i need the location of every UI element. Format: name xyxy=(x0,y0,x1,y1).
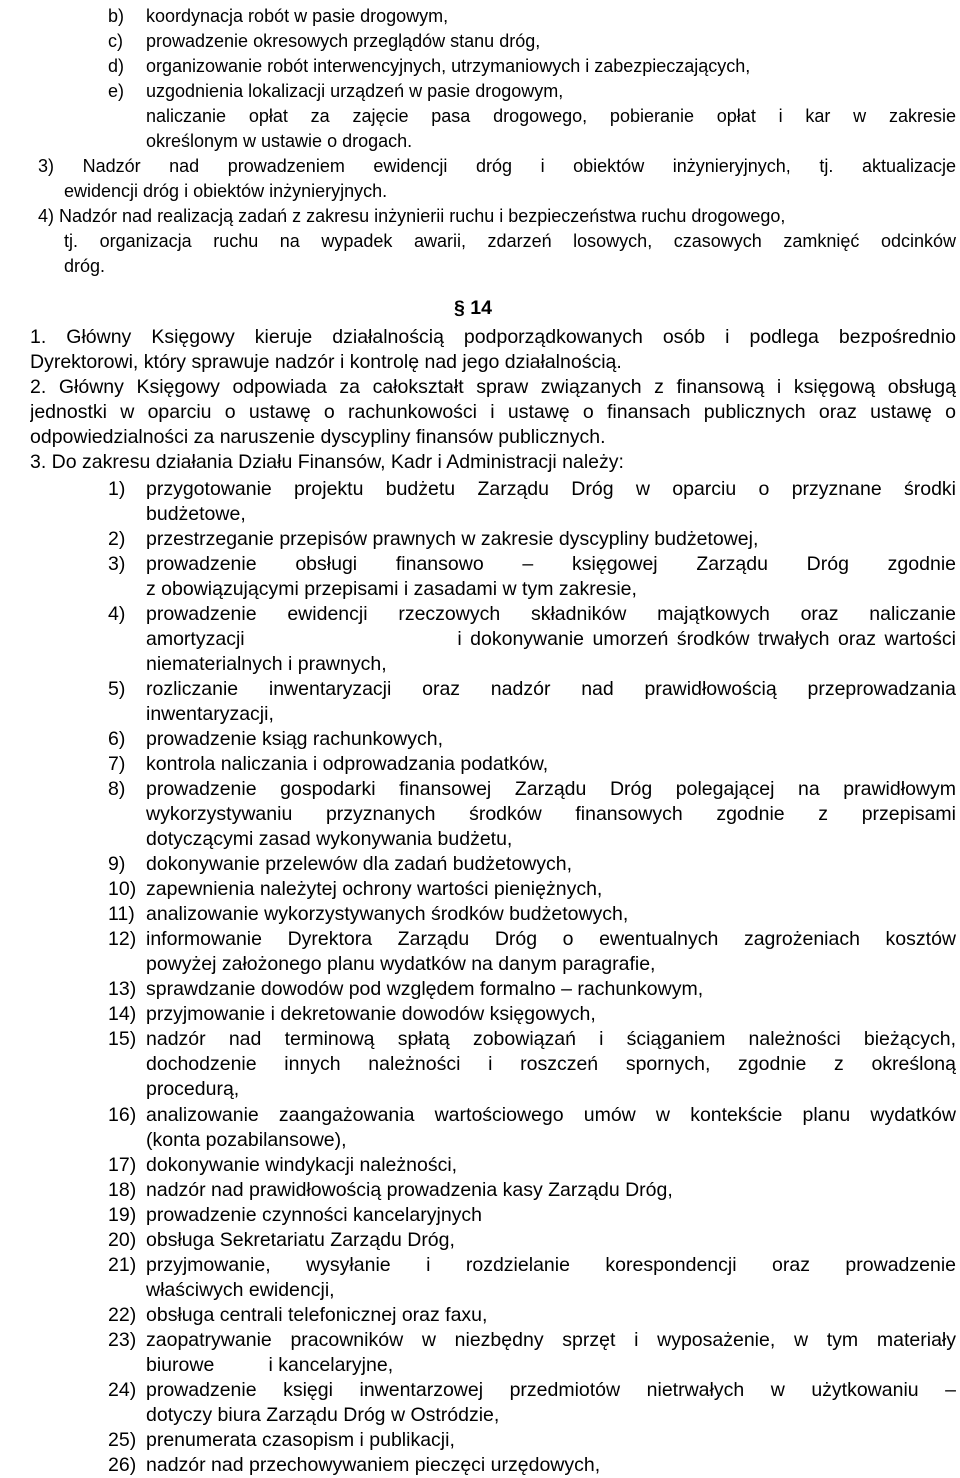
list-item-text: nadzór nad prawidłowością prowadzenia kasy Zarządu Dróg, xyxy=(146,1179,673,1201)
item-text-c: prowadzenie okresowych przeglądów stanu dróg, xyxy=(146,31,541,51)
list-item-text: prowadzenie obsługi finansowo – księgowej Zarządu Dróg zgodnie xyxy=(146,553,956,575)
list-item-number: 21) xyxy=(108,1254,137,1276)
list-item-number: 26) xyxy=(108,1454,137,1476)
list-item-text: przygotowanie projektu budżetu Zarządu Dróg w oparciu o przyznane środki xyxy=(146,478,956,500)
list-item-text: budżetowe, xyxy=(146,503,246,525)
list-item-number: 1) xyxy=(108,478,126,500)
paragraph-2-line-1: 2. Główny Księgowy odpowiada za całokształt spraw związanych z finansową i księgową obsługą xyxy=(30,376,956,398)
point-3-line-2: ewidencji dróg i obiektów inżynieryjnych. xyxy=(64,181,388,201)
list-item-number: 19) xyxy=(108,1204,137,1226)
list-item-text: zapewnienia należytej ochrony wartości pieniężnych, xyxy=(146,878,603,900)
list-item-text: nadzór nad przechowywaniem pieczęci urzędowych, xyxy=(146,1454,601,1476)
list-item-number: 10) xyxy=(108,878,137,900)
list-item-text: analizowanie wykorzystywanych środków budżetowych, xyxy=(146,903,629,925)
item-text-f: naliczanie opłat za zajęcie pasa drogowego, pobieranie opłat i kar w zakresie xyxy=(146,106,956,126)
list-item-number: 2) xyxy=(108,528,126,550)
list-item-text: niematerialnych i prawnych, xyxy=(146,653,387,675)
paragraph-3-line-1: 3. Do zakresu działania Działu Finansów, Kadr i Administracji należy: xyxy=(30,451,624,473)
section-heading: § 14 xyxy=(454,297,492,319)
list-item-number: 20) xyxy=(108,1229,137,1251)
list-item-text: dokonywanie przelewów dla zadań budżetowych, xyxy=(146,853,573,875)
list-item-number: 3) xyxy=(108,553,126,575)
list-item-text: powyżej założonego planu wydatków na danym paragrafie, xyxy=(146,953,656,975)
point-4-line-1: 4) Nadzór nad realizacją zadań z zakresu inżynierii ruchu i bezpieczeństwa ruchu drogowego, xyxy=(38,206,786,226)
list-item-number: 25) xyxy=(108,1429,137,1451)
list-item-text: (konta pozabilansowe), xyxy=(146,1129,347,1151)
item-label-e: e) xyxy=(108,81,125,101)
paragraph-1-line-2: Dyrektorowi, który sprawuje nadzór i kontrolę nad jego działalnością. xyxy=(30,351,622,373)
item-label-c: c) xyxy=(108,31,123,51)
point-4-line-2: tj. organizacja ruchu na wypadek awarii, zdarzeń losowych, czasowych zamknięć odcinków xyxy=(64,231,956,251)
list-item-number: 12) xyxy=(108,928,137,950)
list-item-text: właściwych ewidencji, xyxy=(146,1279,335,1301)
list-item-text: obsługa centrali telefonicznej oraz faxu, xyxy=(146,1304,488,1326)
list-item-number: 4) xyxy=(108,603,126,625)
item-label-b: b) xyxy=(108,6,125,26)
list-item-number: 18) xyxy=(108,1179,137,1201)
paragraph-1-line-1: 1. Główny Księgowy kieruje działalnością podporządkowanych osób i podlega bezpośrednio xyxy=(30,326,956,348)
list-item-text: dotyczy biura Zarządu Dróg w Ostródzie, xyxy=(146,1404,500,1426)
item-text-b: koordynacja robót w pasie drogowym, xyxy=(146,6,449,26)
list-item-text: prowadzenie księgi inwentarzowej przedmiotów nietrwałych w użytkowaniu – xyxy=(146,1379,956,1401)
list-item-text: analizowanie zaangażowania wartościowego umów w kontekście planu wydatków xyxy=(146,1104,956,1126)
paragraph-2-line-3: odpowiedzialności za naruszenie dyscypliny finansów publicznych. xyxy=(30,426,606,448)
list-item-text: wykorzystywaniu przyznanych środków finansowych zgodnie z przepisami xyxy=(146,803,956,825)
list-item-number: 11) xyxy=(108,903,135,925)
list-item-text: prowadzenie czynności kancelaryjnych xyxy=(146,1204,483,1226)
list-item-text: nadzór nad terminową spłatą zobowiązań i ściąganiem należności bieżących, xyxy=(146,1028,956,1050)
list-item-text: obsługa Sekretariatu Zarządu Dróg, xyxy=(146,1229,455,1251)
item-text-f-cont: określonym w ustawie o drogach. xyxy=(146,131,413,151)
list-item-number: 24) xyxy=(108,1379,137,1401)
list-item-number: 23) xyxy=(108,1329,137,1351)
list-item-text: kontrola naliczania i odprowadzania podatków, xyxy=(146,753,549,775)
list-item-text: rozliczanie inwentaryzacji oraz nadzór nad prawidłowością przeprowadzania xyxy=(146,678,956,700)
list-item-number: 22) xyxy=(108,1304,137,1326)
list-item-text: prowadzenie gospodarki finansowej Zarządu Dróg polegającej na prawidłowym xyxy=(146,778,956,800)
list-item-number: 16) xyxy=(108,1104,137,1126)
list-item-number: 5) xyxy=(108,678,126,700)
list-item-text: biurowe i kancelaryjne, xyxy=(146,1354,394,1376)
list-item-text: procedurą, xyxy=(146,1078,240,1100)
list-item-text: prowadzenie ksiąg rachunkowych, xyxy=(146,728,443,750)
list-item-number: 15) xyxy=(108,1028,137,1050)
list-item-text: zaopatrywanie pracowników w niezbędny sprzęt i wyposażenie, w tym materiały xyxy=(146,1329,956,1351)
list-item-number: 6) xyxy=(108,728,126,750)
list-item-number: 7) xyxy=(108,753,126,775)
list-item-text: amortyzacji i dokonywanie umorzeń środków trwałych oraz wartości xyxy=(146,628,956,650)
list-item-number: 14) xyxy=(108,1003,137,1025)
point-3-line-1: 3) Nadzór nad prowadzeniem ewidencji dróg i obiektów inżynieryjnych, tj. aktualizacje xyxy=(38,156,956,176)
list-item-text: z obowiązującymi przepisami i zasadami w tym zakresie, xyxy=(146,578,637,600)
list-item-text: prenumerata czasopism i publikacji, xyxy=(146,1429,455,1451)
item-text-d: organizowanie robót interwencyjnych, utrzymaniowych i zabezpieczających, xyxy=(146,56,751,76)
item-text-e: uzgodnienia lokalizacji urządzeń w pasie drogowym, xyxy=(146,81,564,101)
list-item-text: dokonywanie windykacji należności, xyxy=(146,1154,458,1176)
list-item-number: 9) xyxy=(108,853,126,875)
list-item-number: 8) xyxy=(108,778,126,800)
point-4-line-3: dróg. xyxy=(64,256,106,276)
item-label-d: d) xyxy=(108,56,125,76)
list-item-text: przyjmowanie i dekretowanie dowodów księgowych, xyxy=(146,1003,596,1025)
list-item-number: 13) xyxy=(108,978,137,1000)
list-item-text: informowanie Dyrektora Zarządu Dróg o ewentualnych zagrożeniach kosztów xyxy=(146,928,956,950)
list-item-text: inwentaryzacji, xyxy=(146,703,274,725)
list-item-number: 17) xyxy=(108,1154,137,1176)
list-item-text: przestrzeganie przepisów prawnych w zakresie dyscypliny budżetowej, xyxy=(146,528,759,550)
list-item-text: prowadzenie ewidencji rzeczowych składników majątkowych oraz naliczanie xyxy=(146,603,956,625)
list-item-text: sprawdzanie dowodów pod względem formalno – rachunkowym, xyxy=(146,978,704,1000)
list-item-text: przyjmowanie, wysyłanie i rozdzielanie korespondencji oraz prowadzenie xyxy=(146,1254,956,1276)
list-item-text: dotyczącymi zasad wykonywania budżetu, xyxy=(146,828,513,850)
paragraph-2-line-2: jednostki w oparciu o ustawę o rachunkowości i ustawę o finansach publicznych oraz ustawę o xyxy=(30,401,956,423)
list-item-text: dochodzenie innych należności i roszczeń spornych, zgodnie z określoną xyxy=(146,1053,956,1075)
